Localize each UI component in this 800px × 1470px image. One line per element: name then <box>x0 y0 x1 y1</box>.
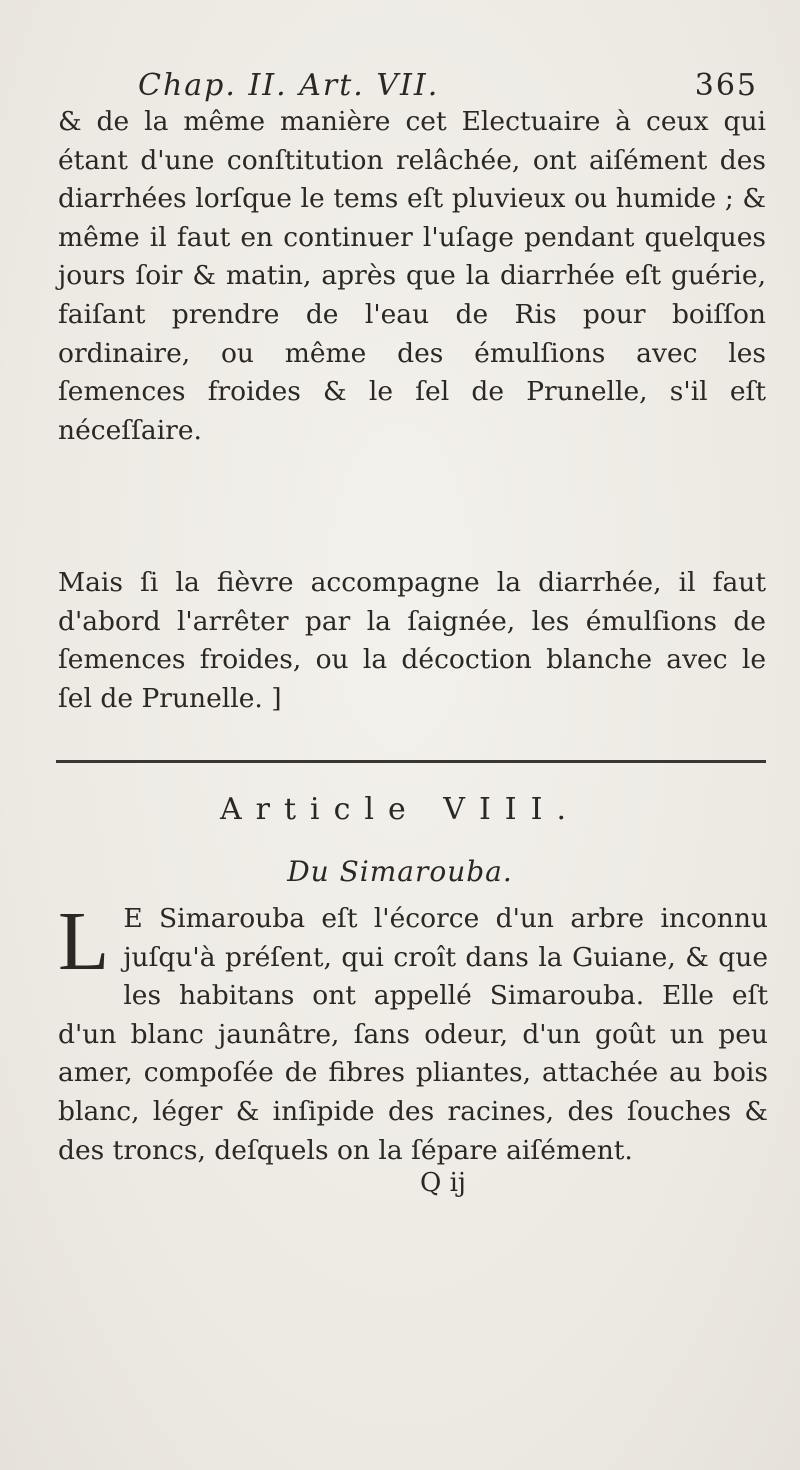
signature-mark: Q ij <box>420 1168 466 1198</box>
running-title: Chap. II. Art. VII. <box>138 68 440 103</box>
section-divider <box>56 760 766 763</box>
paragraph-1: & de la même manière cet Electuaire à ceux qui étant d'une conſtitution relâchée, ont aiſément des diarrhées lorſque le tems eſt pluvieux ou humide ; & même il faut en continuer l'uſage pendant quelques jours ſoir & matin, après que la diarrhée eſt guérie, faiſant prendre de l'eau de Ris pour boiſſon ordinaire, ou même des émulſions avec les ſemences froides & le ſel de Prunelle, s'il eſt néceſſaire. <box>58 106 766 446</box>
article-heading: Article VIII. <box>219 792 581 827</box>
running-header <box>138 68 758 103</box>
article-subheading: Du Simarouba. <box>287 855 513 888</box>
paragraph-3-text: E Simarouba eſt l'écorce d'un arbre inconnu juſqu'à préſent, qui croît dans la Guiane, & que les habitans ont appellé Simarouba. Elle eſt d'un blanc jaunâtre, ſans odeur, d'un goût un peu amer, compoſée de fibres pliantes, attachée au bois blanc, léger & inſipide des racines, des ſouches & des troncs, deſquels on la ſépare aiſément. <box>58 903 768 1166</box>
page-number: 365 <box>694 68 758 103</box>
drop-capital: L <box>58 895 110 988</box>
paragraph-3 <box>58 895 768 1170</box>
paragraph-2: Mais ſi la fièvre accompagne la diarrhée, il faut d'abord l'arrêter par la ſaignée, les émulſions de ſemences froides, ou la décoction blanche avec le ſel de Prunelle. ] <box>58 567 766 714</box>
